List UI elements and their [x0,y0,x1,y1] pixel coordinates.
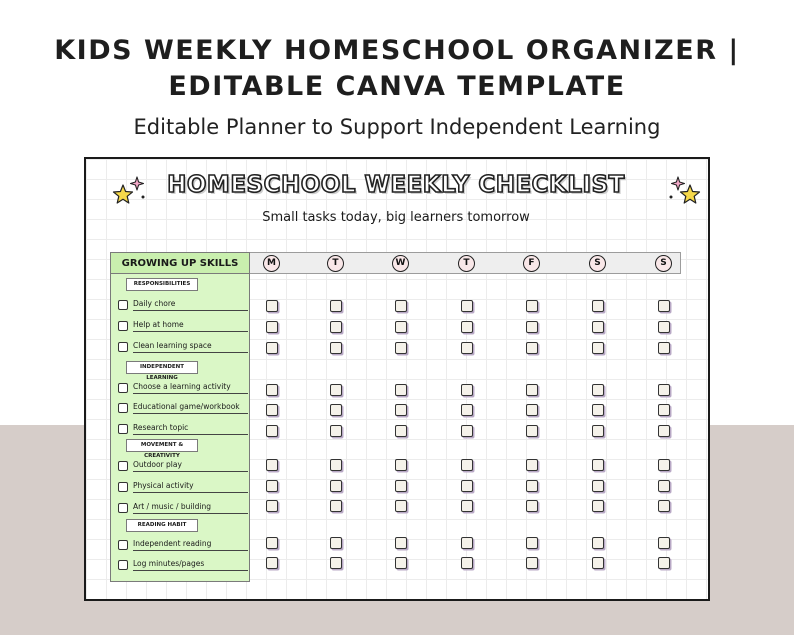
task-label: Research topic [133,422,248,435]
day-checkbox-monday[interactable] [266,425,278,437]
day-checkbox-thursday[interactable] [461,537,473,549]
task-row[interactable] [118,538,250,552]
day-checkbox-tuesday[interactable] [330,537,342,549]
day-checkbox-monday[interactable] [266,321,278,333]
day-checkbox-wednesday[interactable] [395,342,407,354]
checklist-sheet [84,157,710,601]
day-checkbox-wednesday[interactable] [395,480,407,492]
stars-icon-right [666,175,702,209]
day-checkbox-saturday[interactable] [592,537,604,549]
day-checkbox-wednesday[interactable] [395,425,407,437]
section-label-movement-creativity: MOVEMENT & CREATIVITY [126,439,198,452]
task-row[interactable] [118,480,250,494]
day-checkbox-tuesday[interactable] [330,404,342,416]
day-checkbox-tuesday[interactable] [330,557,342,569]
day-checkbox-sunday[interactable] [658,404,670,416]
day-checkbox-wednesday[interactable] [395,321,407,333]
day-checkbox-monday[interactable] [266,480,278,492]
day-checkbox-sunday[interactable] [658,459,670,471]
page-subtitle: Editable Planner to Support Independent Learning [133,115,661,139]
section-label-independent-learning: INDEPENDENT LEARNING [126,361,198,374]
task-checkbox[interactable] [118,540,128,550]
task-label: Log minutes/pages [133,558,248,571]
day-header-monday: M [263,255,280,272]
task-label: Daily chore [133,298,248,311]
task-row[interactable] [118,422,250,436]
day-checkbox-tuesday[interactable] [330,342,342,354]
task-checkbox[interactable] [118,300,128,310]
day-checkbox-wednesday[interactable] [395,300,407,312]
day-header-wednesday: W [392,255,409,272]
day-checkbox-monday[interactable] [266,459,278,471]
day-checkbox-sunday[interactable] [658,480,670,492]
day-checkbox-monday[interactable] [266,404,278,416]
day-checkbox-friday[interactable] [526,557,538,569]
day-checkbox-sunday[interactable] [658,384,670,396]
day-checkbox-monday[interactable] [266,500,278,512]
day-checkbox-thursday[interactable] [461,300,473,312]
day-checkbox-thursday[interactable] [461,557,473,569]
task-row[interactable] [118,340,250,354]
day-checkbox-saturday[interactable] [592,425,604,437]
stars-icon-left [112,175,148,209]
task-row[interactable] [118,319,250,333]
day-checkbox-wednesday[interactable] [395,537,407,549]
day-checkbox-friday[interactable] [526,537,538,549]
day-checkbox-sunday[interactable] [658,557,670,569]
day-checkbox-saturday[interactable] [592,404,604,416]
day-checkbox-wednesday[interactable] [395,459,407,471]
day-checkbox-saturday[interactable] [592,480,604,492]
day-checkbox-sunday[interactable] [658,321,670,333]
day-checkbox-saturday[interactable] [592,342,604,354]
section-label-responsibilities: RESPONSIBILITIES [126,278,198,291]
day-checkbox-saturday[interactable] [592,384,604,396]
day-checkbox-thursday[interactable] [461,342,473,354]
task-checkbox[interactable] [118,424,128,434]
day-header-sunday: S [655,255,672,272]
task-label: Physical activity [133,480,248,493]
day-checkbox-friday[interactable] [526,459,538,471]
day-checkbox-friday[interactable] [526,404,538,416]
sparkle-icon [672,177,685,190]
page-title [0,33,794,105]
task-label: Art / music / building [133,501,248,514]
task-row[interactable] [118,381,250,395]
day-header-thursday: T [458,255,475,272]
task-row[interactable] [118,558,250,572]
task-checkbox[interactable] [118,383,128,393]
section-label-reading-habit: READING HABIT [126,519,198,532]
task-row[interactable] [118,459,250,473]
day-checkbox-sunday[interactable] [658,537,670,549]
day-checkbox-saturday[interactable] [592,557,604,569]
star-icon [681,185,700,203]
day-checkbox-saturday[interactable] [592,300,604,312]
day-checkbox-saturday[interactable] [592,500,604,512]
day-checkbox-thursday[interactable] [461,404,473,416]
checklist-tagline: Small tasks today, big learners tomorrow [262,210,530,225]
checklist-title: HOMESCHOOL WEEKLY CHECKLIST [167,172,625,198]
day-checkbox-sunday[interactable] [658,500,670,512]
task-label: Clean learning space [133,340,248,353]
task-label: Help at home [133,319,248,332]
day-checkbox-tuesday[interactable] [330,459,342,471]
day-checkbox-thursday[interactable] [461,321,473,333]
day-checkbox-tuesday[interactable] [330,500,342,512]
task-checkbox[interactable] [118,482,128,492]
day-checkbox-friday[interactable] [526,384,538,396]
day-checkbox-thursday[interactable] [461,459,473,471]
day-checkbox-saturday[interactable] [592,459,604,471]
day-checkbox-monday[interactable] [266,384,278,396]
day-checkbox-wednesday[interactable] [395,384,407,396]
task-label: Independent reading [133,538,248,551]
day-header-saturday: S [589,255,606,272]
day-checkbox-friday[interactable] [526,500,538,512]
day-checkbox-thursday[interactable] [461,480,473,492]
day-checkbox-tuesday[interactable] [330,425,342,437]
task-checkbox[interactable] [118,461,128,471]
page-title-line1: KIDS WEEKLY HOMESCHOOL ORGANIZER | [54,35,740,66]
day-header-friday: F [523,255,540,272]
day-checkbox-friday[interactable] [526,300,538,312]
day-checkbox-monday[interactable] [266,557,278,569]
day-checkbox-thursday[interactable] [461,425,473,437]
task-label: Choose a learning activity [133,381,248,394]
day-checkbox-sunday[interactable] [658,342,670,354]
page-title-line2: EDITABLE CANVA TEMPLATE [168,71,626,102]
day-checkbox-tuesday[interactable] [330,300,342,312]
task-row[interactable] [118,501,250,515]
task-checkbox[interactable] [118,403,128,413]
task-row[interactable] [118,401,250,415]
day-checkbox-wednesday[interactable] [395,557,407,569]
day-checkbox-tuesday[interactable] [330,384,342,396]
task-label: Educational game/workbook [133,401,248,414]
task-label: Outdoor play [133,459,248,472]
day-checkbox-saturday[interactable] [592,321,604,333]
day-checkbox-thursday[interactable] [461,384,473,396]
day-checkbox-friday[interactable] [526,480,538,492]
day-header-tuesday: T [327,255,344,272]
day-checkbox-thursday[interactable] [461,500,473,512]
star-icon [114,185,133,203]
day-checkbox-friday[interactable] [526,425,538,437]
day-checkbox-sunday[interactable] [658,300,670,312]
skills-panel [110,252,250,582]
day-checkbox-wednesday[interactable] [395,404,407,416]
day-checkbox-monday[interactable] [266,342,278,354]
sparkle-icon [131,177,144,190]
day-checkbox-tuesday[interactable] [330,480,342,492]
task-checkbox[interactable] [118,560,128,570]
task-checkbox[interactable] [118,321,128,331]
task-row[interactable] [118,298,250,312]
task-checkbox[interactable] [118,503,128,513]
day-checkbox-tuesday[interactable] [330,321,342,333]
skills-header: GROWING UP SKILLS [111,253,249,274]
day-checkbox-friday[interactable] [526,321,538,333]
day-checkbox-friday[interactable] [526,342,538,354]
day-checkbox-monday[interactable] [266,300,278,312]
task-checkbox[interactable] [118,342,128,352]
day-checkbox-sunday[interactable] [658,425,670,437]
day-checkbox-wednesday[interactable] [395,500,407,512]
day-checkbox-monday[interactable] [266,537,278,549]
